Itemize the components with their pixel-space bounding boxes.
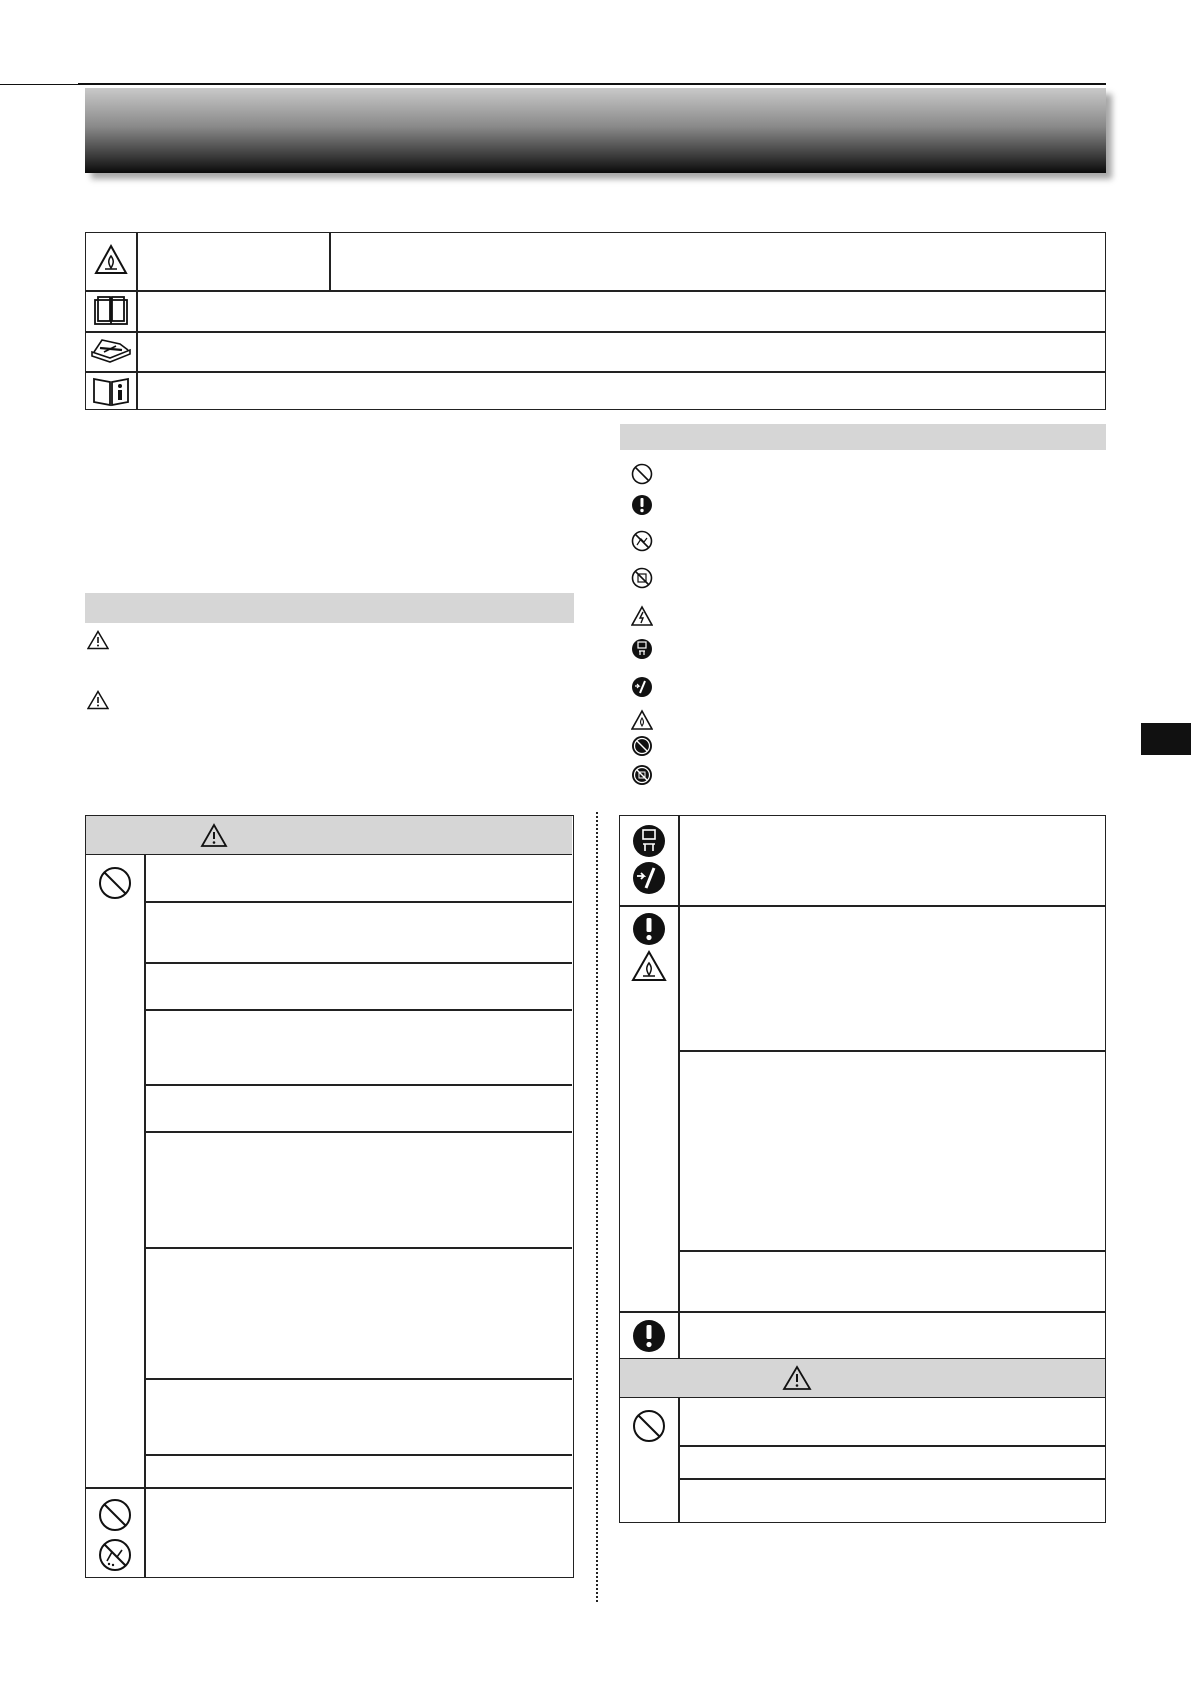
legend-table <box>85 232 1106 410</box>
caution-icon-column-divider <box>678 1398 680 1522</box>
right-row-separator <box>678 1250 1105 1252</box>
mandatory-icon <box>631 494 653 516</box>
warning-row-separator <box>144 1378 572 1380</box>
signal-words-header-bar <box>85 593 574 623</box>
prohibited-icon <box>632 1409 666 1443</box>
switch-off-icon <box>631 676 653 698</box>
unplug-icon <box>632 824 666 858</box>
right-group-separator <box>620 905 1105 907</box>
prohibited-icon <box>631 463 653 485</box>
warning-triangle-icon <box>87 630 109 650</box>
right-warning-table <box>619 815 1106 1523</box>
warning-row-separator <box>144 962 572 964</box>
top-rule-left <box>0 84 78 85</box>
caution-row-separator <box>678 1445 1105 1447</box>
legend-row-separator <box>86 371 1105 373</box>
right-group-separator <box>620 1311 1105 1313</box>
warning-row-separator <box>144 1454 572 1456</box>
warning-row-separator <box>144 1009 572 1011</box>
column-divider <box>596 812 598 1602</box>
switch-off-icon <box>632 861 666 895</box>
no-wet-hands-icon <box>98 1538 132 1572</box>
warning-row-separator <box>144 1084 572 1086</box>
warning-row-separator <box>144 901 572 903</box>
warning-triangle-icon <box>200 823 228 848</box>
side-index-tab <box>1141 723 1191 755</box>
legend-row-separator <box>86 290 1105 292</box>
flammable-warning-icon <box>631 949 667 983</box>
legend-label-divider <box>329 233 331 290</box>
warning-triangle-icon <box>87 690 109 710</box>
warning-row-separator <box>144 1131 572 1133</box>
manual-book-icon <box>93 294 129 326</box>
electric-shock-icon <box>631 605 653 627</box>
warning-row-separator <box>144 1247 572 1249</box>
top-rule <box>78 83 1106 85</box>
section-banner <box>85 88 1106 173</box>
legend-row-separator <box>86 331 1105 333</box>
symbols-header-bar <box>620 424 1106 450</box>
unplug-icon <box>631 638 653 660</box>
caution-table-header <box>620 1358 1105 1398</box>
warning-group-separator <box>86 1487 572 1489</box>
no-disassembly-icon <box>631 735 653 757</box>
info-manual-icon <box>92 375 130 407</box>
flammable-warning-icon <box>94 243 128 277</box>
no-touch-icon <box>631 764 653 786</box>
right-row-separator <box>678 1050 1105 1052</box>
mandatory-icon <box>632 1319 666 1353</box>
no-water-icon <box>631 567 653 589</box>
warning-table-header <box>86 816 572 855</box>
mandatory-icon <box>632 912 666 946</box>
no-wet-hands-icon <box>631 530 653 552</box>
prohibited-icon <box>98 866 132 900</box>
prohibited-icon <box>98 1498 132 1532</box>
warning-triangle-icon <box>782 1365 812 1391</box>
legend-icon-column-divider <box>136 233 138 409</box>
right-icon-column-divider <box>678 816 680 1358</box>
service-manual-icon <box>90 336 132 366</box>
warning-table <box>85 815 574 1578</box>
flammable-warning-icon <box>631 709 653 731</box>
caution-row-separator <box>678 1478 1105 1480</box>
